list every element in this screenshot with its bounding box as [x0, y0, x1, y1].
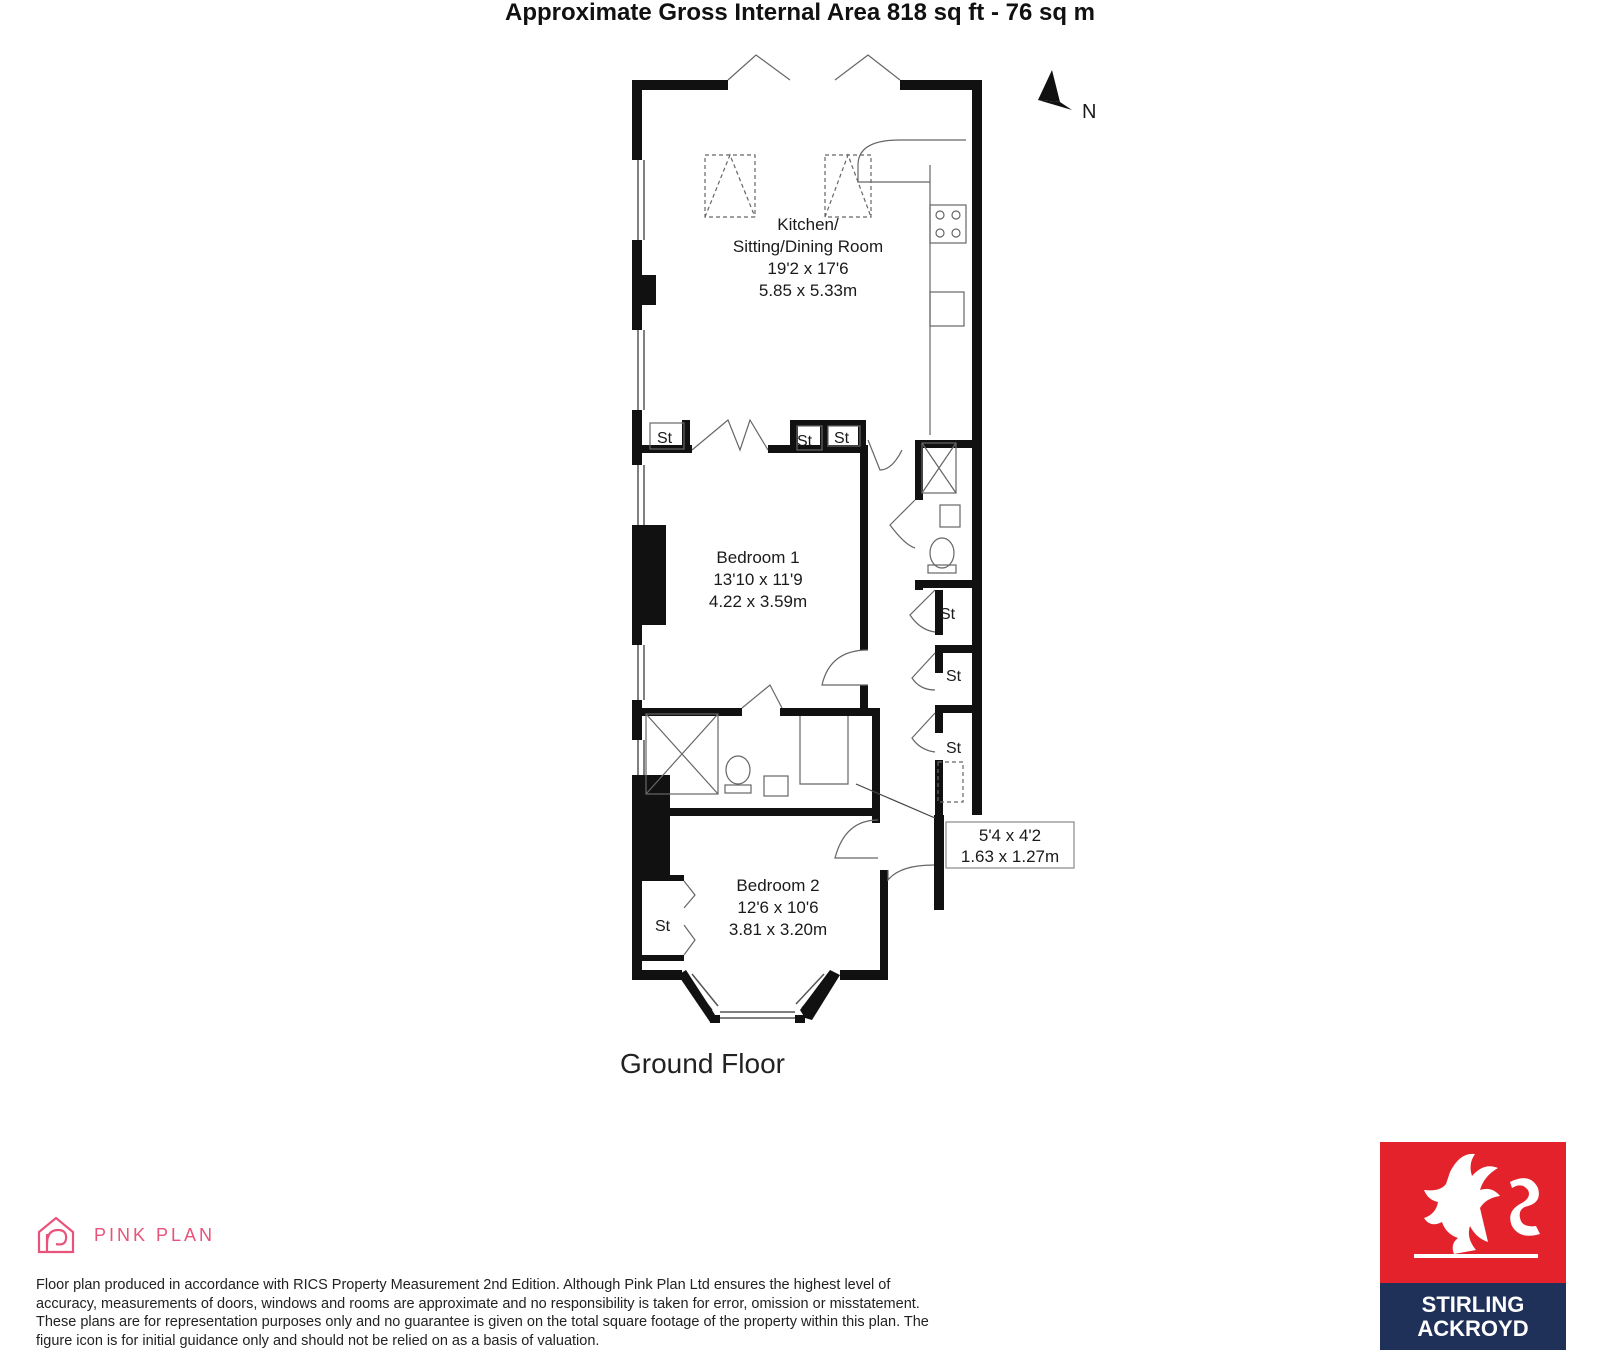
storage-label: St — [797, 433, 813, 450]
bay-walls — [678, 970, 840, 1023]
disclaimer-text: Floor plan produced in accordance with RICS Property Measurement 2nd Edition. Although Pink Plan Ltd ensures the highest level of accuracy, measurements of doors, windows and rooms are approximate and no responsibility is taken for error, omission or misstatement. These plans are for representation purposes only and no guarantee is given on the total square footage of the property within this plan. The figure icon is for initial guidance only and should not be relied on as a basis of valuation. — [36, 1277, 929, 1349]
kitchen-imperial: 19'2 x 17'6 — [767, 259, 849, 278]
agent-name-line2: ACKROYD — [1417, 1316, 1529, 1341]
bedroom2-imperial: 12'6 x 10'6 — [737, 898, 819, 917]
floor-label: Ground Floor — [620, 1048, 785, 1079]
bedroom2-metric: 3.81 x 3.20m — [728, 920, 828, 939]
callout-imperial: 5'4 x 4'2 — [978, 826, 1042, 845]
agent-name — [1380, 1283, 1566, 1350]
storage-label: St — [834, 430, 850, 447]
bedroom1-name: Bedroom 1 — [716, 548, 800, 567]
bedroom1-metric: 4.22 x 3.59m — [708, 592, 808, 611]
kitchen-name-1: Kitchen/ — [777, 215, 839, 234]
callout-metric: 1.63 x 1.27m — [960, 847, 1060, 866]
bedroom2-name: Bedroom 2 — [736, 876, 820, 895]
bedroom1-imperial: 13'10 x 11'9 — [713, 570, 803, 589]
agent-name-line1: STIRLING — [1421, 1292, 1525, 1317]
griffin-icon — [1380, 1142, 1566, 1283]
fittings — [646, 55, 966, 955]
storage-label: St — [655, 918, 671, 935]
bedroom2-label — [729, 876, 827, 939]
storage-label: St — [946, 740, 962, 757]
north-arrow-icon — [1038, 70, 1096, 123]
storage-label: St — [657, 430, 673, 447]
pink-plan-logo-icon — [36, 1214, 76, 1256]
kitchen-metric: 5.85 x 5.33m — [758, 281, 858, 300]
kitchen-name-2: Sitting/Dining Room — [732, 237, 884, 256]
area-title: Approximate Gross Internal Area 818 sq ft - 76 sq m — [505, 0, 1095, 26]
svg-text:N: N — [1082, 101, 1097, 123]
bedroom1-label — [709, 548, 807, 611]
callout-box — [946, 822, 1074, 868]
agent-logo — [1380, 1142, 1566, 1350]
kitchen-label — [733, 215, 883, 300]
pink-plan-name: PINK PLAN — [94, 1225, 216, 1245]
storage-label: St — [940, 606, 956, 623]
agent-logo-emblem — [1380, 1142, 1566, 1283]
storage-label: St — [946, 668, 962, 685]
